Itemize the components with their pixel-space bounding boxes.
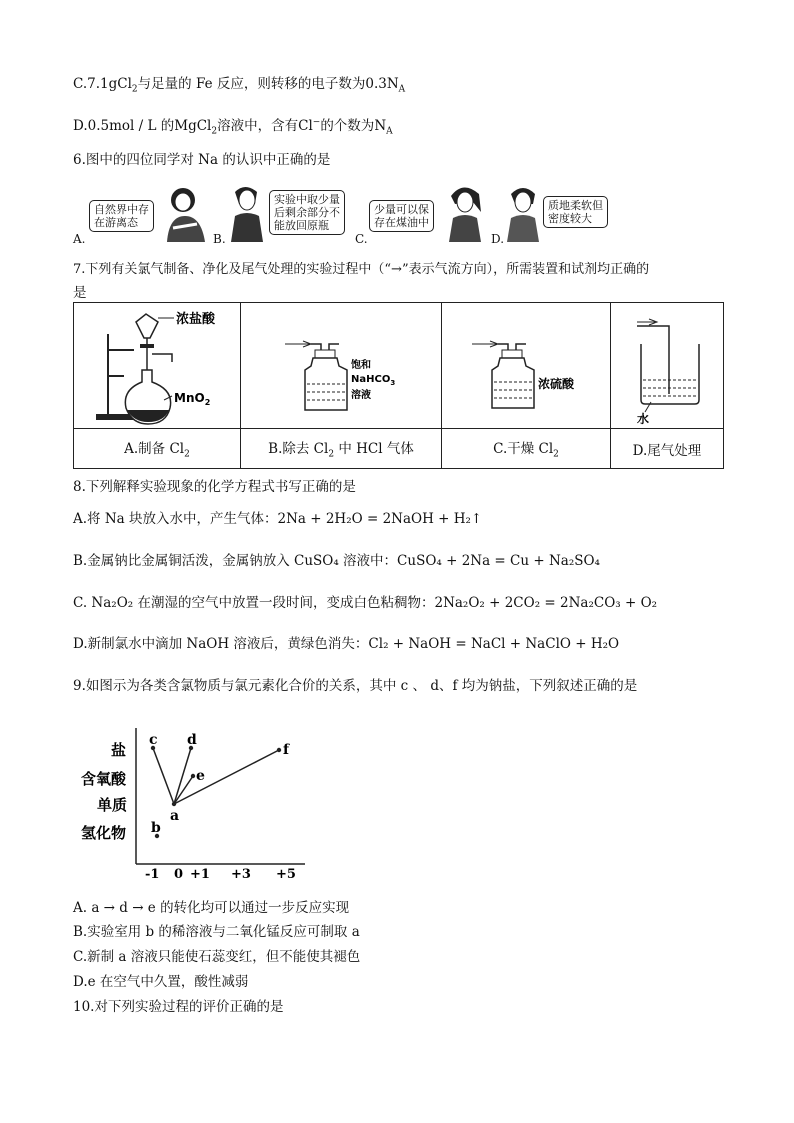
q8-stem: 8.下列解释实验现象的化学方程式书写正确的是 bbox=[73, 479, 356, 495]
ylabel-oxyacid: 含氧酸 bbox=[81, 770, 127, 788]
q9-option-b: B.实验室用 b 的稀溶液与二氧化锰反应可制取 a bbox=[73, 924, 360, 940]
q7-apparatus-table bbox=[73, 302, 724, 469]
svg-text:溶液: 溶液 bbox=[351, 389, 371, 401]
caption-c: C.干燥 $Cl_2$ bbox=[442, 429, 611, 469]
caption-a: A.制备 $Cl_2$ bbox=[74, 429, 241, 469]
apparatus-c-cell bbox=[442, 303, 611, 429]
drying-bottle-icon bbox=[442, 304, 610, 428]
svg-text:饱和: 饱和 bbox=[351, 359, 371, 371]
q8-option-a: A.将 Na 块放入水中，产生气体：2Na + 2H₂O = 2NaOH + H₂↑ bbox=[73, 511, 483, 527]
label-a: a bbox=[170, 808, 180, 824]
q9-option-d: D.e 在空气中久置，酸性减弱 bbox=[73, 974, 249, 990]
label-e: e bbox=[196, 768, 205, 784]
xtick-plus5: +5 bbox=[276, 867, 296, 880]
student-c-icon bbox=[443, 182, 487, 244]
q9-option-c: C.新制 a 溶液只能使石蕊变红，但不能使其褪色 bbox=[73, 949, 361, 965]
label-d: d bbox=[187, 732, 197, 748]
caption-b: B.除去 $Cl_2$ 中 HCl 气体 bbox=[241, 429, 442, 469]
label-f: f bbox=[283, 742, 290, 758]
q6-bubble-b: 实验中取少量 后剩余部分不 能放回原瓶 bbox=[269, 190, 345, 235]
q5-option-c: C.7.1gCl$_2$与足量的 Fe 反应，则转移的电子数为$0.3N_A$ bbox=[73, 76, 406, 95]
q8-option-b: B.金属钠比金属铜活泼，金属钠放入 CuSO₄ 溶液中：CuSO₄ + 2Na = Cu + Na₂SO₄ bbox=[73, 553, 600, 569]
svg-text:NaHCO3: NaHCO$_3$ bbox=[351, 373, 396, 387]
q8-option-d: D.新制氯水中滴加 NaOH 溶液后，黄绿色消失：Cl₂ + NaOH = NaCl + NaClO + H₂O bbox=[73, 636, 620, 652]
q7-stem-line2: 是 bbox=[73, 285, 87, 301]
xtick-0: 0 bbox=[174, 867, 184, 880]
q6-letter-c: C. bbox=[355, 232, 368, 246]
absorb-beaker-icon bbox=[611, 304, 723, 428]
caption-d: D.尾气处理 bbox=[611, 429, 724, 469]
q5-option-d: D.0.5mol / L 的MgCl$_2$溶液中，含有Cl−的个数为$N_A$ bbox=[73, 117, 393, 137]
apparatus-a-cell bbox=[74, 303, 241, 429]
svg-text:MnO2: MnO$_2$ bbox=[174, 390, 211, 407]
svg-text:浓盐酸: 浓盐酸 bbox=[176, 311, 216, 327]
chlorine-valence-chart bbox=[73, 718, 313, 880]
ylabel-hydride: 氢化物 bbox=[81, 824, 127, 842]
svg-text:浓硫酸: 浓硫酸 bbox=[538, 376, 575, 391]
ylabel-salt: 盐 bbox=[111, 741, 127, 759]
apparatus-b-cell bbox=[241, 303, 442, 429]
xtick-plus3: +3 bbox=[231, 867, 251, 880]
ylabel-element: 单质 bbox=[97, 796, 128, 814]
label-c: c bbox=[149, 732, 158, 748]
q6-letter-b: B. bbox=[213, 232, 226, 246]
xtick-minus1: -1 bbox=[145, 867, 160, 880]
q6-bubble-c: 少量可以保 存在煤油中 bbox=[369, 200, 434, 232]
q8-option-c: C. Na₂O₂ 在潮湿的空气中放置一段时间，变成白色粘稠物：2Na₂O₂ + 2CO₂ = 2Na₂CO₃ + O₂ bbox=[73, 595, 658, 611]
q10-stem: 10.对下列实验过程的评价正确的是 bbox=[73, 999, 284, 1015]
wash-bottle-icon bbox=[241, 304, 441, 428]
q9-stem: 9.如图示为各类含氯物质与氯元素化合价的关系，其中 c 、 d、f 均为钠盐，下列叙述正确的是 bbox=[73, 678, 638, 694]
q6-letter-d: D. bbox=[491, 232, 505, 246]
generator-flask-icon bbox=[74, 304, 240, 428]
q6-letter-a: A. bbox=[73, 232, 86, 246]
q6-stem: 6.图中的四位同学对 Na 的认识中正确的是 bbox=[73, 152, 331, 168]
apparatus-d-cell bbox=[611, 303, 724, 429]
student-d-icon bbox=[503, 182, 543, 244]
point-f bbox=[277, 748, 281, 752]
student-a-icon bbox=[163, 184, 209, 244]
q6-bubble-a: 自然界中存 在游离态 bbox=[89, 200, 154, 232]
q6-bubble-d: 质地柔软但 密度较大 bbox=[543, 196, 608, 228]
svg-text:水: 水 bbox=[637, 411, 650, 426]
student-b-icon bbox=[225, 182, 269, 244]
point-a bbox=[172, 802, 176, 806]
point-e bbox=[191, 774, 195, 778]
q7-stem-line1: 7.下列有关氯气制备、净化及尾气处理的实验过程中（“→”表示气流方向），所需装置和试剂均正确的 bbox=[73, 262, 650, 277]
label-b: b bbox=[151, 820, 161, 836]
xtick-plus1: +1 bbox=[190, 867, 210, 880]
q6-figure bbox=[73, 180, 633, 248]
q9-option-a: A. a → d → e 的转化均可以通过一步反应实现 bbox=[73, 900, 350, 916]
